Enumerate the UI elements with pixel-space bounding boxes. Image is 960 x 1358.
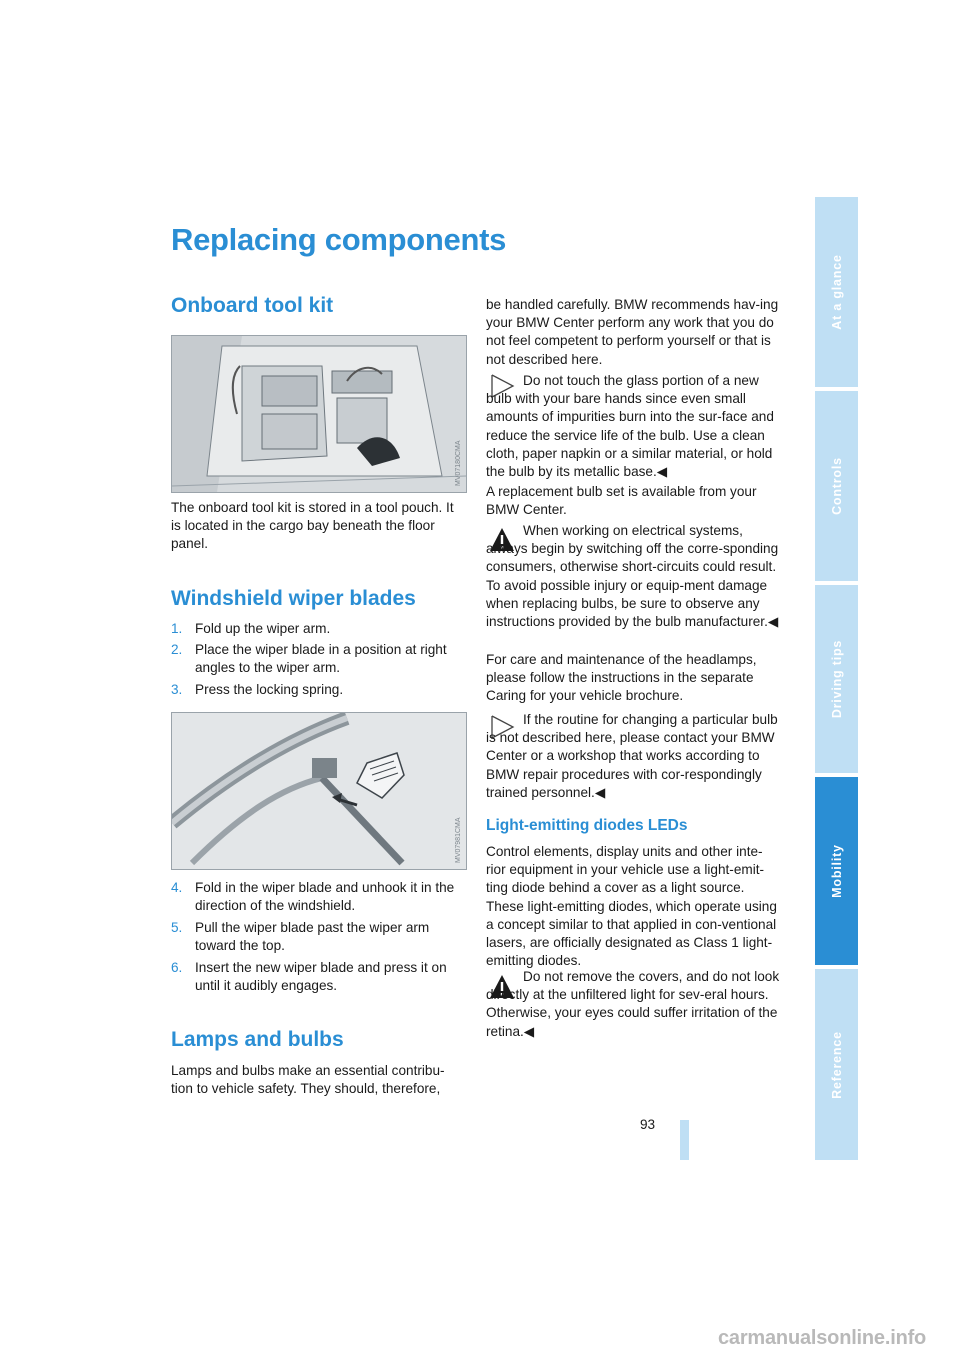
bulb-set-text: A replacement bulb set is available from your BMW Center. (486, 484, 757, 518)
tab-controls[interactable] (815, 391, 858, 581)
page-number-bar (680, 1120, 689, 1160)
lamps-intro-continued: be handled carefully. BMW recommends hav-ing your BMW Center perform any work that you do not feel competent to perform yourself or that is not described here. (486, 297, 779, 367)
tool-kit-text: The onboard tool kit is stored in a tool pouch. It is located in the cargo bay beneath the floor panel. (171, 500, 454, 552)
wiper-illustration (172, 713, 466, 869)
tab-reference[interactable] (815, 969, 858, 1160)
tab-driving-tips[interactable] (815, 585, 858, 773)
list-item (171, 620, 465, 638)
list-item (171, 919, 465, 955)
care-text: For care and maintenance of the headlamps, please follow the instructions in the separate Caring for your vehicle brochure. (486, 652, 757, 704)
tab-label: Driving tips (829, 639, 844, 719)
heading-wiper-blades: Windshield wiper blades (171, 587, 416, 610)
lamps-intro-text: Lamps and bulbs make an essential contribu-tion to vehicle safety. They should, therefore, (171, 1063, 445, 1097)
tool-kit-illustration (172, 336, 466, 492)
heading-lamps-bulbs: Lamps and bulbs (171, 1028, 344, 1051)
list-item (171, 959, 465, 995)
warning-electrical: When working on electrical systems, always begin by switching off the corre-sponding consumers, otherwise short-circuits could result. To avoid possible injury or equip-ment damage when replacing bulbs, be sure to observe any instructions provided by the bulb manufacturer.◀ (486, 523, 779, 630)
list-item-text: Fold in the wiper blade and unhook it in the direction of the windshield. (195, 880, 455, 914)
list-item-text: Place the wiper blade in a position at right angles to the wiper arm. (195, 642, 447, 676)
wiper-figure (171, 712, 467, 870)
heading-onboard-tool-kit: Onboard tool kit (171, 294, 334, 317)
heading-leds: Light-emitting diodes LEDs (486, 817, 688, 834)
list-item-number: 2. (171, 642, 183, 657)
list-item-number: 3. (171, 682, 183, 697)
figure-code: MV07180CMA (455, 440, 462, 486)
chapter-tabs (815, 197, 858, 1160)
list-item-number: 6. (171, 960, 183, 975)
tab-label: Reference (829, 1030, 844, 1099)
tool-kit-figure (171, 335, 467, 493)
tab-label: Controls (829, 457, 844, 515)
list-item-number: 4. (171, 880, 183, 895)
list-item (171, 681, 465, 699)
note-workshop: If the routine for changing a particular bulb is not described here, please contact your BMW Center or a workshop that works according to BMW repair procedures with cor-respondingly trained personnel.◀ (486, 712, 778, 800)
note-glass-bulb: Do not touch the glass portion of a new bulb with your bare hands since even small amounts of impurities burn into the sur-face and reduce the service life of the bulb. Use a clean cloth, paper napkin or a similar material, or hold the bulb by its metallic base.◀ (486, 373, 774, 480)
list-item (171, 641, 465, 677)
tab-at-a-glance[interactable] (815, 197, 858, 387)
watermark: carmanualsonline.info (718, 1327, 927, 1349)
figure-code: MV07981CMA (455, 817, 462, 863)
list-item-text: Fold up the wiper arm. (195, 621, 331, 636)
leds-text: Control elements, display units and other inte-rior equipment in your vehicle use a light-emit-ting diode behind a cover as a light source. These light-emitting diodes, which operate using a concept similar to that applied in con-ventional lasers, are officially designated as Class 1 light-emitting diodes. (486, 844, 777, 969)
tab-mobility[interactable] (815, 777, 858, 965)
list-item-number: 5. (171, 920, 183, 935)
tab-label: Mobility (829, 844, 844, 898)
list-item-text: Pull the wiper blade past the wiper arm toward the top. (195, 920, 430, 954)
list-item (171, 879, 465, 915)
warning-leds: Do not remove the covers, and do not look directly at the unfiltered light for sev-eral hours. Otherwise, your eyes could suffer irritation of the retina.◀ (486, 969, 780, 1039)
page-title: Replacing components (171, 222, 507, 257)
page-number: 93 (640, 1117, 656, 1132)
list-item-text: Insert the new wiper blade and press it on until it audibly engages. (195, 960, 447, 994)
list-item-number: 1. (171, 621, 183, 636)
list-item-text: Press the locking spring. (195, 682, 344, 697)
tab-label: At a glance (829, 254, 844, 330)
